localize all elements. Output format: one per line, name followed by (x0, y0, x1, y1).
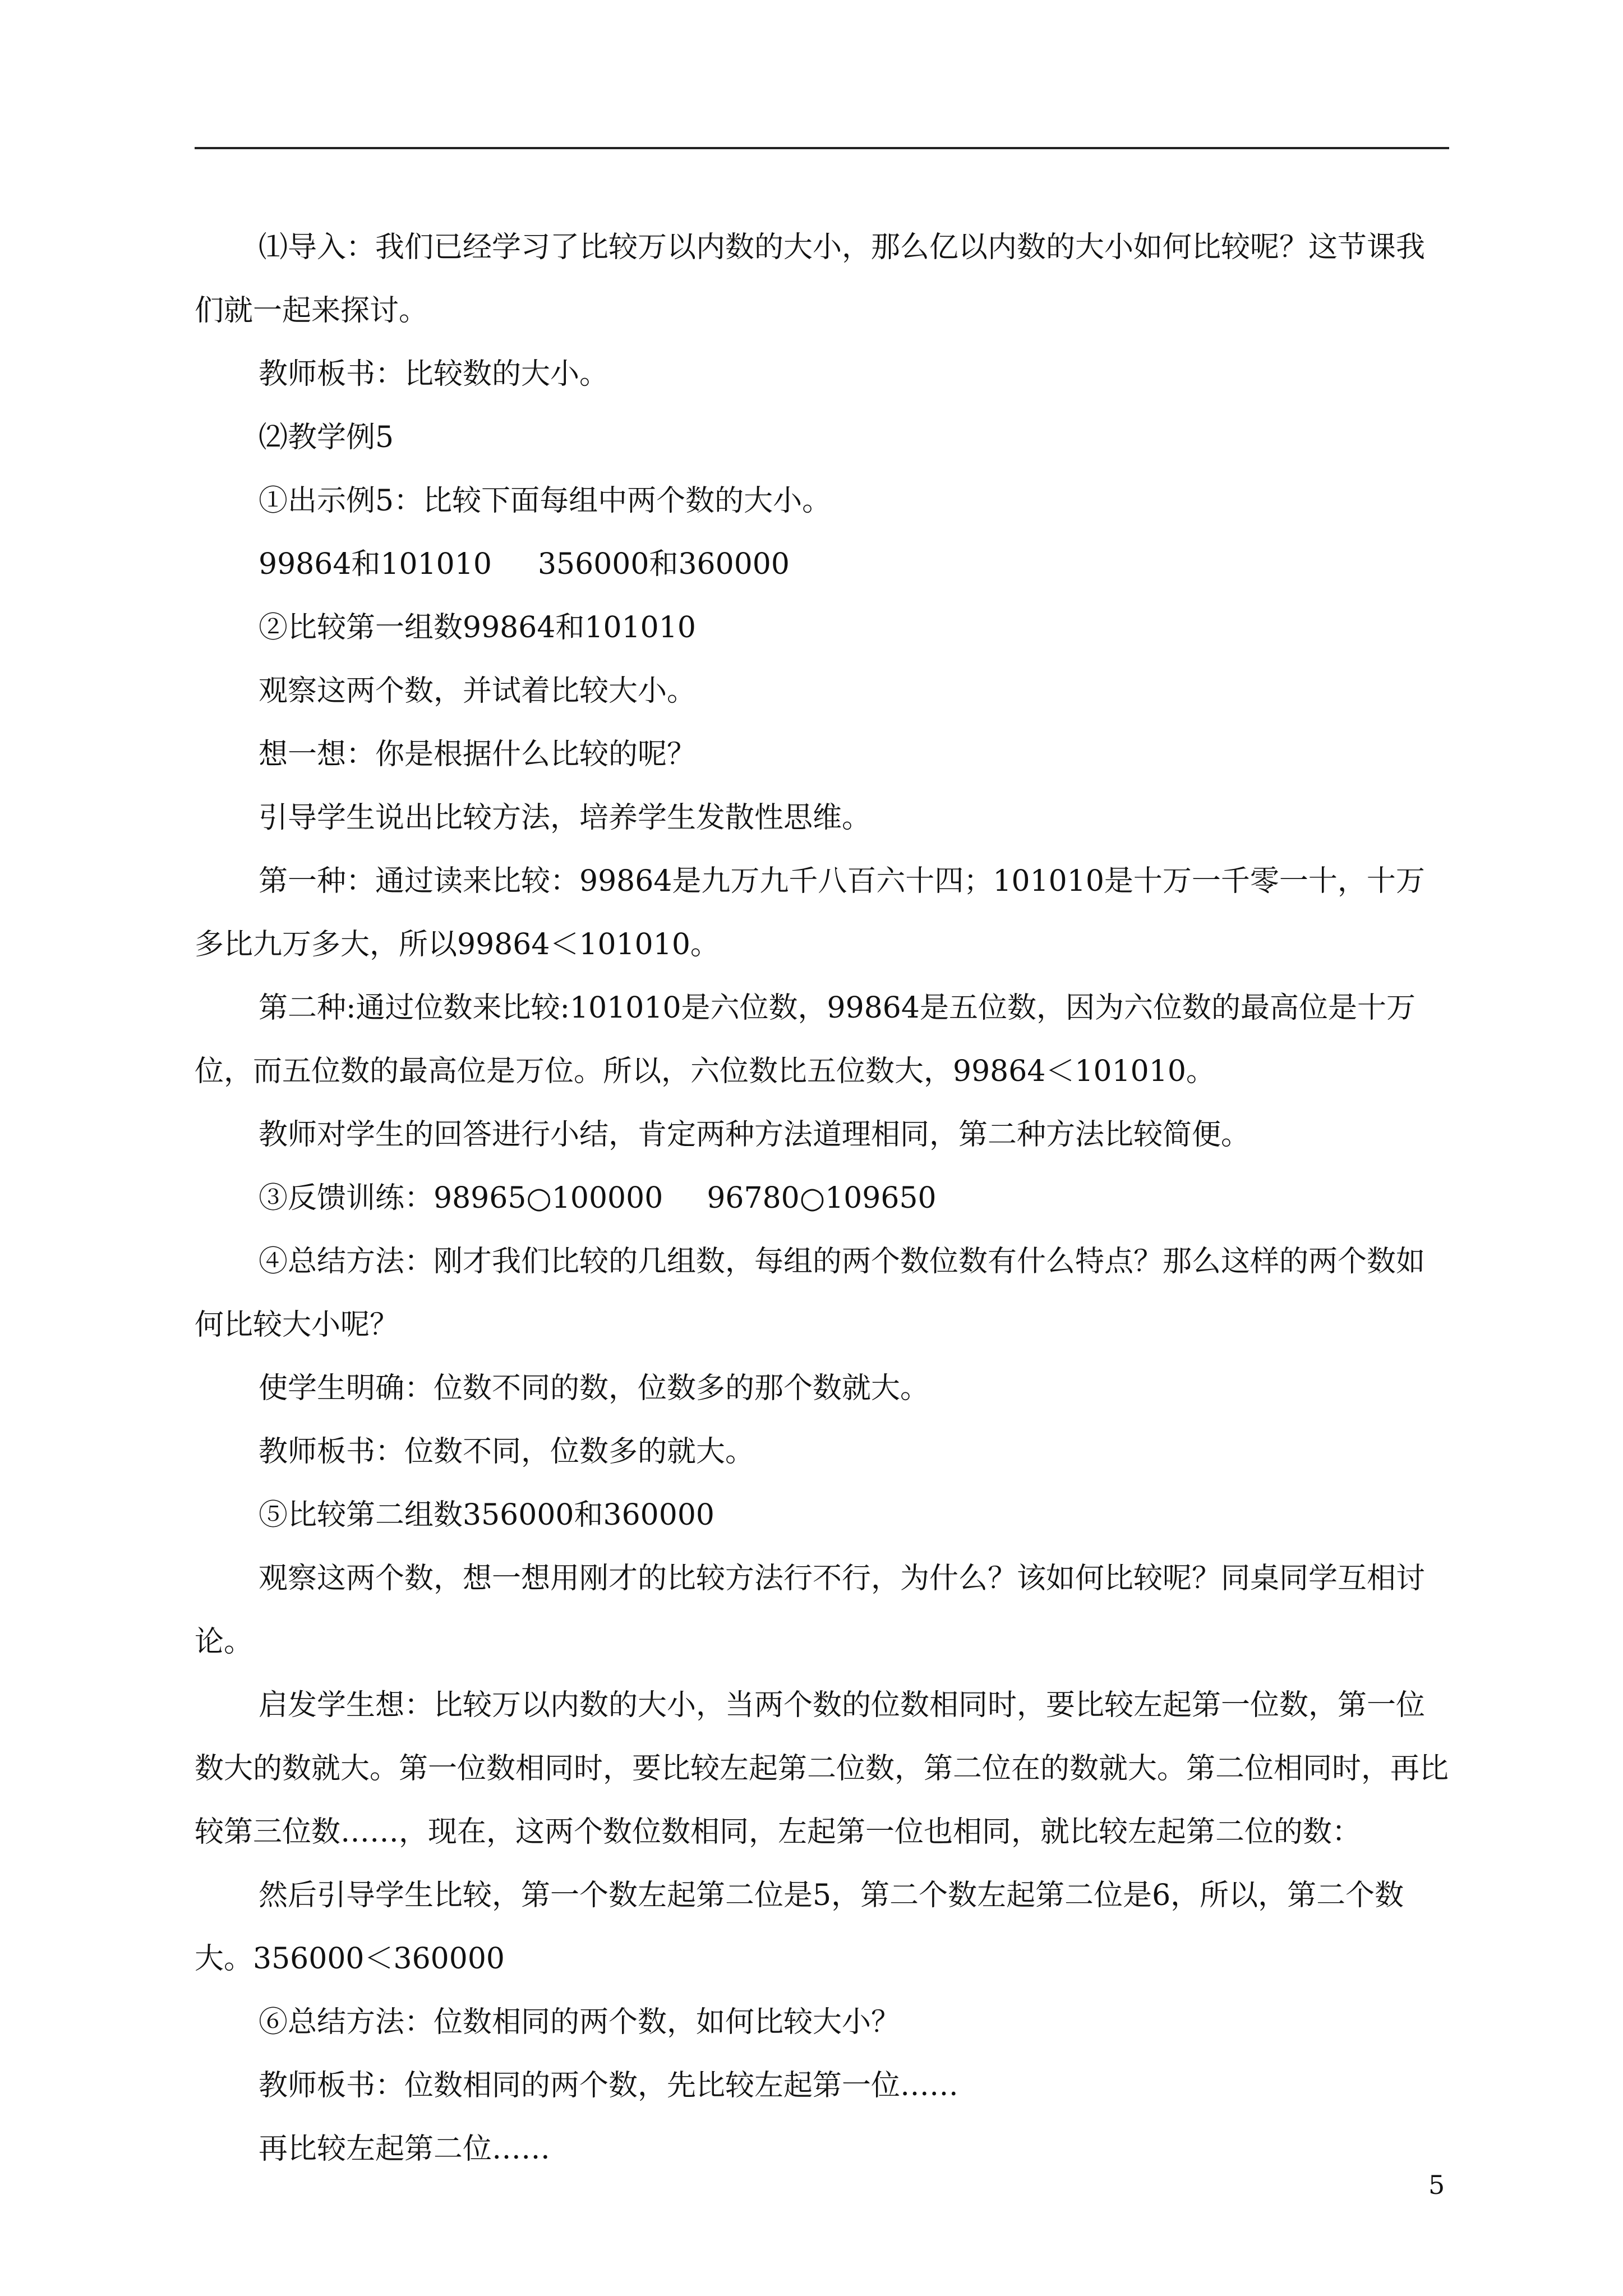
paragraph-inspire: 启发学生想：比较万以内数的大小，当两个数的位数相同时，要比较左起第一位数，第一位数大的数就大。第一位数相同时，要比较左起第二位数，第二位在的数就大。第二位相同时，再比较第三位数……，现在，这两个数位数相同，左起第一位也相同，就比较左起第二位的数： (195, 1688, 1449, 1849)
paragraph-method-summary: ④总结方法：刚才我们比较的几组数，每组的两个数位数有什么特点？那么这样的两个数如何比较大小呢？ (195, 1245, 1426, 1342)
paragraph-compare-first: ②比较第一组数99864和101010 (259, 611, 696, 645)
paragraph-number-pairs (195, 533, 1449, 596)
paragraph-guide-compare: 然后引导学生比较，第一个数左起第二位是5，第二个数左起第二位是6，所以，第二个数大。356000＜360000 (195, 1879, 1404, 1976)
paragraph-discuss: 观察这两个数，想一想用刚才的比较方法行不行，为什么？该如何比较呢？同桌同学互相讨论。 (195, 1562, 1426, 1659)
paragraph-observe: 观察这两个数，并试着比较大小。 (259, 674, 697, 708)
paragraph-intro: ⑴导入：我们已经学习了比较万以内数的大小，那么亿以内数的大小如何比较呢？这节课我们就一起来探讨。 (195, 231, 1426, 328)
paragraph-method-two: 第二种:通过位数来比较:101010是六位数，99864是五位数，因为六位数的最高位是十万位，而五位数的最高位是万位。所以，六位数比五位数大，99864＜101010。 (195, 991, 1415, 1088)
paragraph-method-summary-two: ⑥总结方法：位数相同的两个数，如何比较大小？ (259, 2005, 901, 2039)
paragraph-board-rule-three: 再比较左起第二位…… (259, 2132, 551, 2166)
paragraph-board-title: 教师板书：比较数的大小。 (259, 357, 609, 391)
paragraph-board-rule-one: 教师板书：位数不同，位数多的就大。 (259, 1435, 755, 1469)
paragraph-example-heading: ⑵教学例5 (259, 421, 394, 454)
paragraph-feedback (195, 1167, 1449, 1230)
page-number: 5 (1428, 2170, 1445, 2200)
paragraph-think: 想一想：你是根据什么比较的呢？ (259, 738, 697, 771)
document-body (195, 216, 1449, 2181)
number-pair-b: 356000和360000 (537, 547, 790, 581)
paragraph-clarify: 使学生明确：位数不同的数，位数多的那个数就大。 (259, 1372, 930, 1405)
paragraph-method-one: 第一种：通过读来比较：99864是九万九千八百六十四；101010是十万一千零一十，十万多比九万多大，所以99864＜101010。 (195, 864, 1425, 961)
feedback-item-b: 96780○109650 (707, 1181, 937, 1215)
paragraph-compare-second: ⑤比较第二组数356000和360000 (259, 1498, 715, 1532)
paragraph-board-rule-two: 教师板书：位数相同的两个数，先比较左起第一位…… (259, 2069, 959, 2102)
paragraph-example-prompt: ①出示例5：比较下面每组中两个数的大小。 (259, 484, 832, 518)
paragraph-summary: 教师对学生的回答进行小结，肯定两种方法道理相同，第二种方法比较简便。 (259, 1118, 1251, 1152)
paragraph-guide: 引导学生说出比较方法，培养学生发散性思维。 (259, 801, 872, 835)
feedback-item-a: ③反馈训练：98965○100000 (259, 1181, 663, 1215)
header-rule (195, 147, 1449, 149)
number-pair-a: 99864和101010 (259, 547, 492, 581)
